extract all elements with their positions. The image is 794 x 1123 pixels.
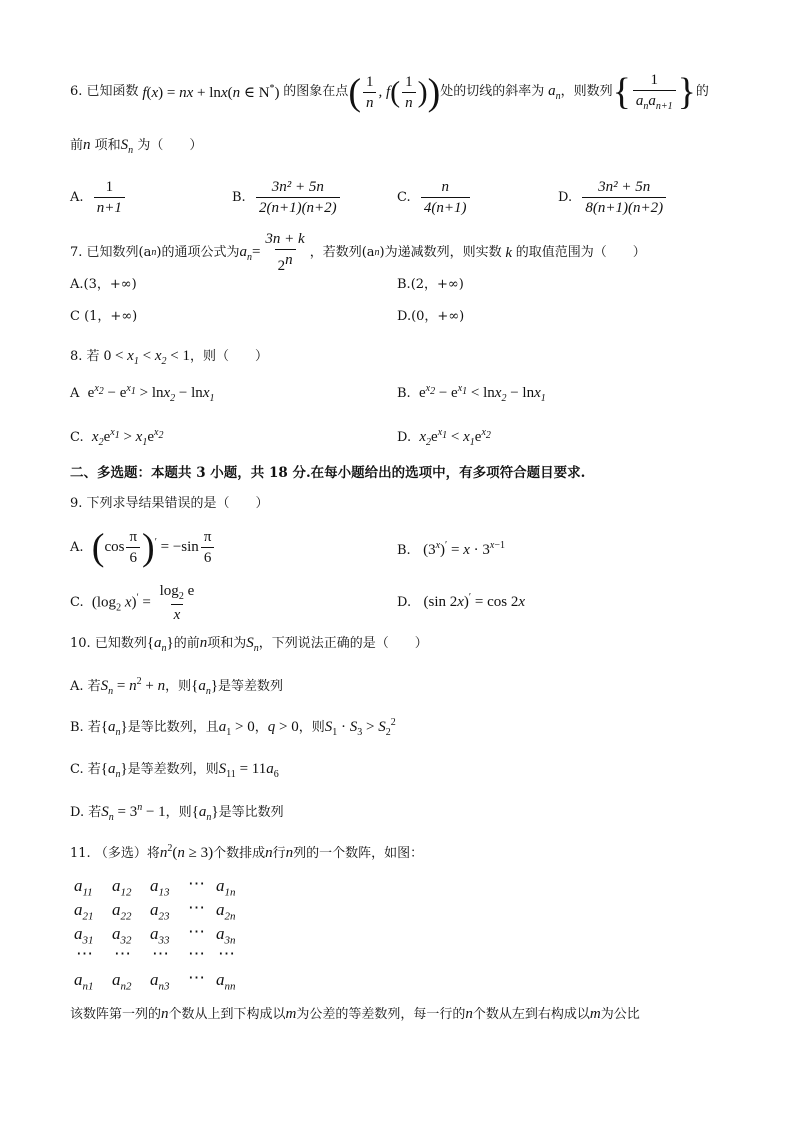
q10-d-post: 是等比数列	[218, 805, 284, 820]
q6-number: 6.	[70, 84, 83, 100]
option-label: A.	[70, 277, 84, 292]
q11-footer	[70, 1005, 640, 1023]
matrix-ellipsis: ⋯	[188, 898, 205, 917]
q8-condition: $0 < x_1 < x_2 < 1$	[103, 348, 190, 367]
q8-option-a[interactable]	[70, 383, 214, 405]
q6-sequence: { $\frac{1}{a_na_{n+1}}$ }	[612, 71, 696, 113]
q11-footer-5: 为公比	[600, 1007, 640, 1022]
q6-slope: $a_n$	[544, 82, 561, 102]
q8-option-d[interactable]	[397, 427, 491, 449]
option-label: D.	[397, 309, 412, 324]
matrix-ellipsis: ⋯	[76, 944, 93, 963]
q6-line2	[70, 136, 202, 157]
q6-line2-b: 项和	[94, 138, 121, 153]
option-text: (2，+∞)	[410, 277, 464, 292]
matrix-cell: $a_{21}$	[74, 900, 94, 923]
q6-line2-a: 前	[70, 138, 84, 153]
frac-num: 3n² + 5n	[598, 179, 651, 195]
q6-n: n	[83, 137, 91, 153]
q9-expr-c: ($\log_2$ x)′ = $\frac{\log_2 e}{x}$	[91, 583, 195, 623]
option-label: C.	[70, 430, 84, 445]
q10-c-mid: 是等差数列，则	[127, 762, 219, 777]
matrix-cell: $a_{nn}$	[216, 970, 236, 993]
q8-expr-a: $e^{x_2} - e^{x_1} > \ln x_2 - \ln x_1$	[87, 383, 215, 404]
q10-text-1: 已知数列	[94, 636, 147, 651]
q7-text-5: 的取值范围为（ ）	[515, 244, 646, 260]
matrix-cell: $a_{33}$	[150, 924, 170, 947]
q6-option-c-frac	[421, 178, 470, 217]
q7-text-2: )的通项公式为	[156, 244, 240, 260]
q10-a-mid: ，则	[165, 679, 192, 694]
q10-text-3: 项和为	[207, 636, 247, 651]
matrix-cell: $a_{n2}$	[112, 970, 132, 993]
frac-num: 1	[105, 179, 114, 195]
q6-option-a-frac	[94, 178, 125, 217]
q7-text-1: 已知数列(a	[86, 244, 152, 260]
q6-option-b[interactable]	[232, 178, 342, 217]
q11-n-a: n	[265, 845, 273, 861]
matrix-ellipsis: ⋯	[152, 944, 169, 963]
q9-expr-b: $(3^x)' = x \cdot 3^{x-1}$	[423, 540, 505, 558]
matrix-cell: $a_{31}$	[74, 924, 94, 947]
q8-text-2: ，则（ ）	[189, 349, 268, 364]
q8-option-c[interactable]	[70, 427, 163, 449]
option-label: C	[70, 309, 80, 324]
q11-n2: $n^2(n \ge 3)$	[159, 843, 214, 861]
q9-option-a[interactable]	[70, 528, 216, 567]
q6-line1	[70, 70, 709, 114]
matrix-cell: $a_{32}$	[112, 924, 132, 947]
option-label: B.	[397, 543, 411, 558]
q9-line	[70, 496, 269, 512]
matrix-ellipsis: ⋯	[218, 944, 235, 963]
q6-text-3: 处的切线的斜率为	[440, 84, 545, 100]
frac-den: 2(n+1)(n+2)	[256, 197, 340, 217]
q7-option-d[interactable]	[397, 309, 464, 325]
q11-footer-3: 为公差的等差数列，每一行的	[296, 1007, 466, 1022]
q10-n: n	[199, 635, 208, 651]
option-label: C.	[70, 595, 84, 611]
q10-a-post: 是等差数列	[218, 679, 284, 694]
option-label: A.	[70, 189, 84, 205]
q10-d-mid: ，则	[165, 805, 192, 820]
q11-footer-1: 该数阵第一列的	[70, 1007, 162, 1022]
matrix-cell: $a_{22}$	[112, 900, 132, 923]
q8-expr-c: $x_2e^{x_1} > x_1e^{x_2}$	[91, 427, 164, 448]
q11-footer-m2: m	[589, 1006, 601, 1022]
q8-line	[70, 347, 268, 368]
q11-footer-m: m	[285, 1006, 297, 1022]
matrix-cell: $a_{2n}$	[216, 900, 236, 923]
matrix-cell: $a_{n3}$	[150, 970, 170, 993]
q6-Sn: $S_n$	[120, 137, 134, 156]
q6-text-5: 的	[695, 84, 709, 100]
q11-text-3: 行	[272, 846, 286, 861]
q8-text-1: 若	[86, 349, 100, 364]
matrix-ellipsis: ⋯	[114, 944, 131, 963]
option-label: D.	[397, 430, 412, 445]
q11-footer-n2: n	[465, 1006, 473, 1022]
q11-text-2: 个数排成	[213, 846, 266, 861]
frac-num: 3n² + 5n	[271, 179, 324, 195]
q10-b-concl: $S_1 \cdot S_3 > S_2^2$	[324, 717, 396, 738]
matrix-cell: $a_{3n}$	[216, 924, 236, 947]
q7-text-4: )为递减数列，则实数	[379, 244, 502, 260]
q7-formula: $a_n=$ $\frac{3n + k}{2^n}$	[239, 231, 305, 274]
q9-text: 下列求导结果错误的是（ ）	[86, 496, 269, 511]
frac-den: 4(n+1)	[421, 197, 470, 217]
q6-function: f(x) = nx + lnx(n ∈ N*)	[138, 82, 280, 101]
q10-Sn: $S_n$	[246, 635, 259, 654]
q10-a-pre: A. 若	[70, 679, 101, 694]
q10-b-cond2: q > 0	[267, 719, 299, 735]
q6-option-b-frac	[256, 178, 340, 217]
q6-option-d-frac	[582, 178, 666, 217]
q8-expr-d: $x_2e^{x_1} < x_1e^{x_2}$	[419, 427, 491, 448]
q10-option-c[interactable]	[70, 760, 279, 781]
option-text: (3，+∞)	[83, 277, 137, 292]
q10-b-mid3: ，则	[298, 720, 325, 735]
q10-b-pre: B. 若	[70, 720, 101, 735]
q6-option-a[interactable]	[70, 178, 127, 217]
q10-text-4: ，下列说法正确的是（ ）	[258, 636, 428, 651]
q10-c-seq: $\{a_n\}$	[100, 761, 128, 780]
q8-expr-b: $e^{x_2} - e^{x_1} < \ln x_2 - \ln x_1$	[418, 383, 546, 404]
q6-text-1: 已知函数	[86, 84, 139, 100]
option-label: A	[70, 386, 80, 401]
q11-text-1: （多选）将	[94, 846, 160, 861]
q9-option-c[interactable]	[70, 582, 199, 624]
q11-line	[70, 843, 423, 862]
option-label: B.	[397, 277, 411, 292]
q10-a-expr: $S_n = n^2 + n$	[100, 676, 166, 697]
q10-c-pre: C. 若	[70, 762, 101, 777]
q6-line2-c: 为（ ）	[137, 138, 203, 153]
option-text: (0，+∞)	[411, 309, 465, 324]
q7-option-b[interactable]	[397, 277, 464, 293]
matrix-cell: $a_{1n}$	[216, 876, 236, 899]
q7-line	[70, 230, 646, 275]
matrix-cell: $a_{12}$	[112, 876, 132, 899]
q10-a-seq: $\{a_n\}$	[191, 678, 219, 697]
q7-option-c[interactable]	[70, 309, 137, 325]
q10-d-expr: $S_n = 3^n - 1$	[101, 802, 166, 823]
q11-footer-n: n	[161, 1006, 169, 1022]
matrix-cell: $a_{23}$	[150, 900, 170, 923]
frac-den: n+1	[94, 197, 125, 217]
q9-expr-d: (sin 2x)′ = cos 2x	[423, 592, 525, 610]
frac-num: n	[441, 179, 449, 195]
q10-d-seq: $\{a_n\}$	[191, 804, 219, 823]
q9-option-d[interactable]	[397, 592, 525, 611]
option-label: D.	[558, 189, 573, 205]
q9-expr-a: (cos $\frac{\pi}{6}$ )′ = −sin $\frac{\pi}{6}$	[92, 528, 217, 567]
matrix-cell: $a_{n1}$	[74, 970, 94, 993]
q11-footer-2: 个数从上到下构成以	[168, 1007, 286, 1022]
q8-number: 8.	[70, 349, 83, 364]
q10-d-pre: D. 若	[70, 805, 102, 820]
q10-b-seq: $\{a_n\}$	[100, 719, 128, 738]
q10-option-d[interactable]	[70, 802, 284, 824]
option-text: (1，+∞)	[84, 309, 138, 324]
q6-text-2: 的图象在点	[283, 84, 349, 100]
q10-b-mid2: ，	[254, 720, 268, 735]
q10-b-cond1: $a_1 > 0$	[218, 719, 255, 738]
q10-b-mid: 是等比数列，且	[127, 720, 219, 735]
q10-option-b[interactable]	[70, 717, 396, 739]
option-label: C.	[397, 189, 411, 205]
q11-text-4: 列的一个数阵，如图：	[293, 846, 424, 861]
q7-sub-n2: n	[374, 246, 380, 258]
option-label: B.	[232, 189, 246, 205]
matrix-ellipsis: ⋯	[188, 922, 205, 941]
q11-footer-4: 个数从左到右构成以	[472, 1007, 590, 1022]
section-heading: 二、多选题：本题共 3 小题，共 18 分.在每小题给出的选项中，有多项符合题目要求.	[70, 465, 586, 481]
option-label: D.	[397, 595, 412, 610]
q10-option-a[interactable]	[70, 676, 283, 698]
q10-number: 10.	[70, 636, 91, 651]
q9-number: 9.	[70, 496, 83, 511]
q7-sub-n: n	[151, 246, 157, 258]
q6-option-c[interactable]	[397, 178, 472, 217]
q6-option-d[interactable]	[558, 178, 668, 217]
q10-c-concl: $S_{11} = 11a_6$	[218, 761, 279, 780]
frac-den: 8(n+1)(n+2)	[582, 197, 666, 217]
q10-text-2: 的前	[173, 636, 200, 651]
q10-seq: $\{a_n\}$	[146, 635, 174, 654]
q7-text-3: ，若数列(a	[309, 244, 375, 260]
matrix-cell: $a_{11}$	[74, 876, 93, 899]
option-label: B.	[397, 386, 411, 401]
q11-n-b: n	[285, 845, 294, 861]
q9-option-b[interactable]	[397, 540, 505, 559]
q7-number: 7.	[70, 244, 83, 260]
matrix-ellipsis: ⋯	[188, 968, 205, 987]
q11-number: 11.	[70, 846, 91, 861]
matrix-ellipsis: ⋯	[188, 874, 205, 893]
q8-option-b[interactable]	[397, 383, 546, 405]
q7-k: k	[501, 244, 516, 261]
option-label: A.	[70, 539, 84, 555]
q10-line	[70, 634, 428, 655]
q6-point: ( $\frac{1}{n}$ , f( $\frac{1}{n}$ ))	[348, 71, 441, 113]
matrix-cell: $a_{13}$	[150, 876, 170, 899]
matrix-ellipsis: ⋯	[188, 944, 205, 963]
q6-text-4: ，则数列	[560, 84, 613, 100]
q7-option-a[interactable]	[70, 277, 137, 293]
